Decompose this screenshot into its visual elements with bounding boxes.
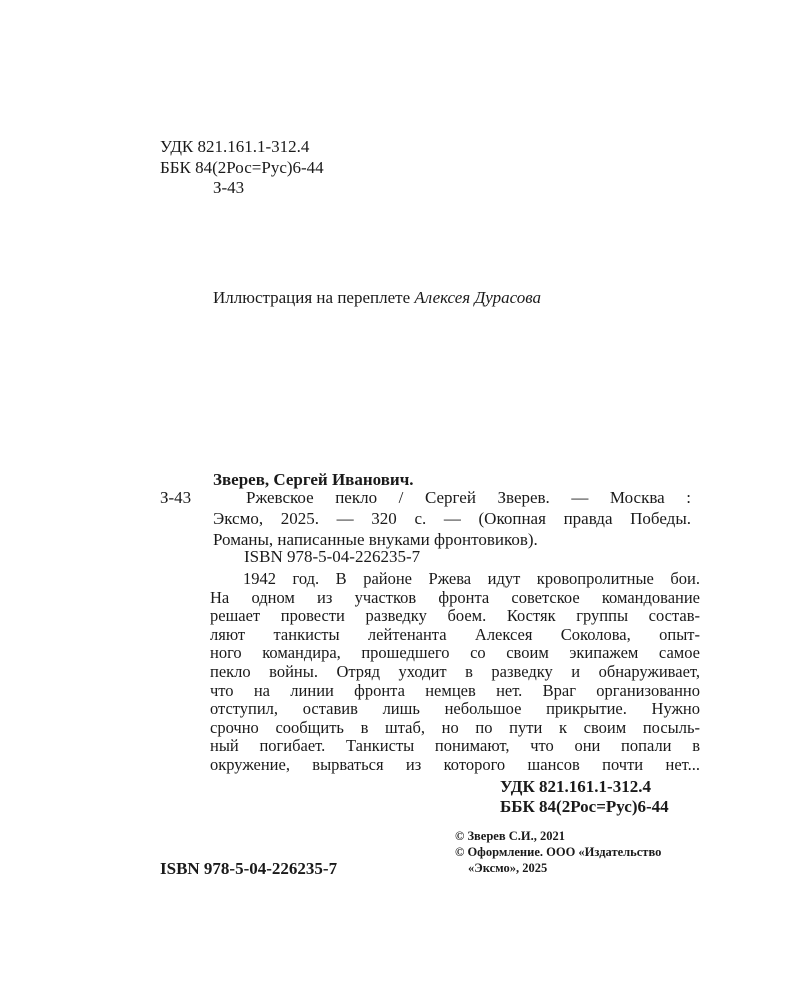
- abstract-line-4: ляют танкисты лейтенанта Алексея Соколова, опыт-: [210, 624, 700, 644]
- udk-code-bottom: УДК 821.161.1-312.4: [500, 777, 651, 796]
- udk-code-top: УДК 821.161.1-312.4: [160, 137, 310, 156]
- illustration-prefix: Иллюстрация на переплете: [213, 288, 415, 307]
- copyright-publisher: «Эксмо», 2025: [468, 861, 548, 875]
- bbk-code-top: ББК 84(2Рос=Рус)6-44: [160, 158, 324, 177]
- abstract-line-5: ного командира, прошедшего со своим экипажем самое: [210, 643, 700, 663]
- bibliographic-description: [213, 487, 691, 550]
- abstract-line-3: решает провести разведку боем. Костяк группы состав-: [210, 606, 700, 626]
- description-line-3: Романы, написанные внуками фронтовиков).: [213, 530, 538, 549]
- bbk-code-bottom: ББК 84(2Рос=Рус)6-44: [500, 797, 669, 816]
- abstract-line-1: 1942 год. В районе Ржева идут кровопролитные бои.: [243, 569, 700, 588]
- isbn-inline: ISBN 978-5-04-226235-7: [244, 547, 421, 566]
- description-line-2: Эксмо, 2025. — 320 с. — (Окопная правда Победы.: [213, 509, 691, 528]
- illustration-artist: Алексея Дурасова: [414, 288, 541, 307]
- abstract-line-11: окружение, вырваться из которого шансов почти нет...: [210, 754, 700, 774]
- abstract: [210, 570, 700, 775]
- isbn-bottom: ISBN 978-5-04-226235-7: [160, 859, 338, 878]
- author-heading: Зверев, Сергей Иванович.: [213, 470, 414, 489]
- abstract-line-6: пекло войны. Отряд уходит в разведку и обнаруживает,: [210, 661, 700, 681]
- description-line-1: Ржевское пекло / Сергей Зверев. — Москва :: [246, 488, 691, 507]
- abstract-line-7: что на линии фронта немцев нет. Враг организованно: [210, 680, 700, 700]
- abstract-line-8: отступил, оставив лишь небольшое прикрытие. Нужно: [210, 699, 700, 719]
- author-mark-top: З-43: [213, 178, 245, 197]
- copyright-author: © Зверев С.И., 2021: [455, 829, 565, 843]
- copyright-design: © Оформление. ООО «Издательство: [455, 845, 662, 859]
- abstract-line-2: На одном из участков фронта советское командование: [210, 587, 700, 607]
- copyright-block: [455, 828, 661, 876]
- abstract-line-10: ный погибает. Танкисты понимают, что они попали в: [210, 736, 700, 756]
- illustration-credit: [213, 287, 541, 308]
- abstract-line-9: срочно сообщить в штаб, но по пути к своим посыль-: [210, 717, 700, 737]
- catalog-mark: З-43: [160, 488, 192, 507]
